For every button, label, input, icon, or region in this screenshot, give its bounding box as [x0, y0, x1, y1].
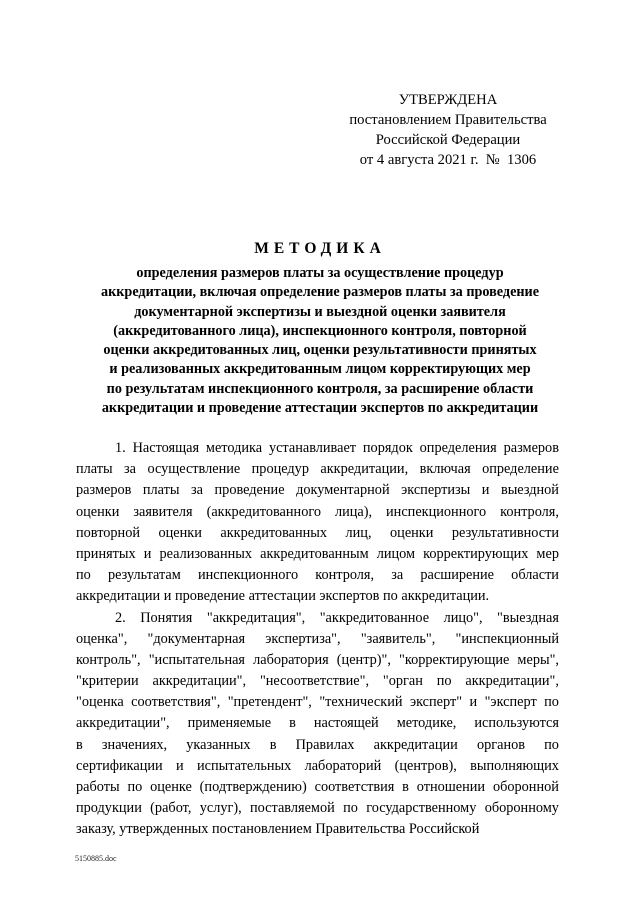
approval-block — [338, 90, 558, 170]
subtitle-line: (аккредитованного лица), инспекционного контроля, повторной — [113, 322, 527, 339]
paragraph-line: 2. Понятия "аккредитация", "аккредитованное лицо", "выездная — [115, 609, 559, 626]
paragraph-line: "критерии аккредитации", "несоответствие", "орган по аккредитации", — [76, 673, 559, 690]
paragraph-line: по результатам инспекционного контроля, за расширение области — [76, 567, 559, 584]
paragraph-line: в значениях, указанных в Правилах аккредитации органов по — [76, 736, 559, 753]
subtitle-line: оценки аккредитованных лиц, оценки результативности принятых — [103, 342, 537, 359]
paragraph-line: платы за осуществление процедур аккредитации, включая определение — [76, 461, 559, 478]
approval-line-1: постановлением Правительства — [349, 112, 547, 128]
paragraph-line: оценки заявителя (аккредитованного лица), инспекционного контроля, — [76, 503, 559, 520]
subtitle-line: документарной экспертизы и выездной оценки заявителя — [134, 303, 506, 320]
paragraph-line: заказу, утвержденных постановлением Правительства Российской — [76, 821, 480, 838]
paragraph-line: повторной оценки аккредитованных лиц, оценки результативности — [76, 524, 559, 541]
paragraph-line: контроль", "испытательная лаборатория (центр)", "корректирующие меры", — [76, 651, 559, 668]
paragraph-line: оценка", "документарная экспертиза", "заявитель", "инспекционный — [76, 630, 559, 647]
document-body — [76, 438, 559, 841]
approval-line-3: от 4 августа 2021 г. № 1306 — [359, 152, 537, 168]
document-title: МЕТОДИКА — [254, 240, 386, 257]
paragraph-line: аккредитации и проведение аттестации экспертов по аккредитации. — [76, 588, 490, 605]
paragraph-line: принятых и реализованных аккредитованным лицом корректирующих мер — [76, 545, 559, 562]
footer-file-name: 5150885.doc — [75, 854, 117, 863]
subtitle-line: по результатам инспекционного контроля, за расширение области — [106, 380, 534, 397]
paragraph-line: "оценка соответствия", "претендент", "технический эксперт" и "эксперт по — [76, 694, 559, 711]
paragraph-line: сертификации и испытательных лабораторий (центров), выполняющих — [76, 757, 559, 774]
subtitle-line: и реализованных аккредитованным лицом корректирующих мер — [109, 361, 531, 378]
document-subtitle — [70, 264, 570, 418]
paragraph-line: работы по оценке (подтверждению) соответствия в отношении оборонной — [76, 779, 559, 795]
subtitle-line: определения размеров платы за осуществление процедур — [136, 265, 504, 281]
subtitle-line: аккредитации, включая определение размеров платы за проведение — [100, 284, 540, 301]
paragraph-line: 1. Настоящая методика устанавливает порядок определения размеров — [115, 440, 559, 456]
paragraph-line: продукции (работ, услуг), поставляемой по государственному оборонному — [76, 800, 559, 817]
approval-heading: УТВЕРЖДЕНА — [398, 92, 498, 108]
paragraph-line: аккредитации", применяемые в настоящей методике, используются — [76, 715, 559, 732]
paragraph — [76, 608, 559, 841]
subtitle-line: аккредитации и проведение аттестации экспертов по аккредитации — [101, 400, 539, 417]
paragraph-line: размеров платы за проведение документарной экспертизы и выездной — [76, 482, 559, 499]
paragraph — [76, 438, 559, 608]
approval-line-2: Российской Федерации — [375, 132, 521, 148]
